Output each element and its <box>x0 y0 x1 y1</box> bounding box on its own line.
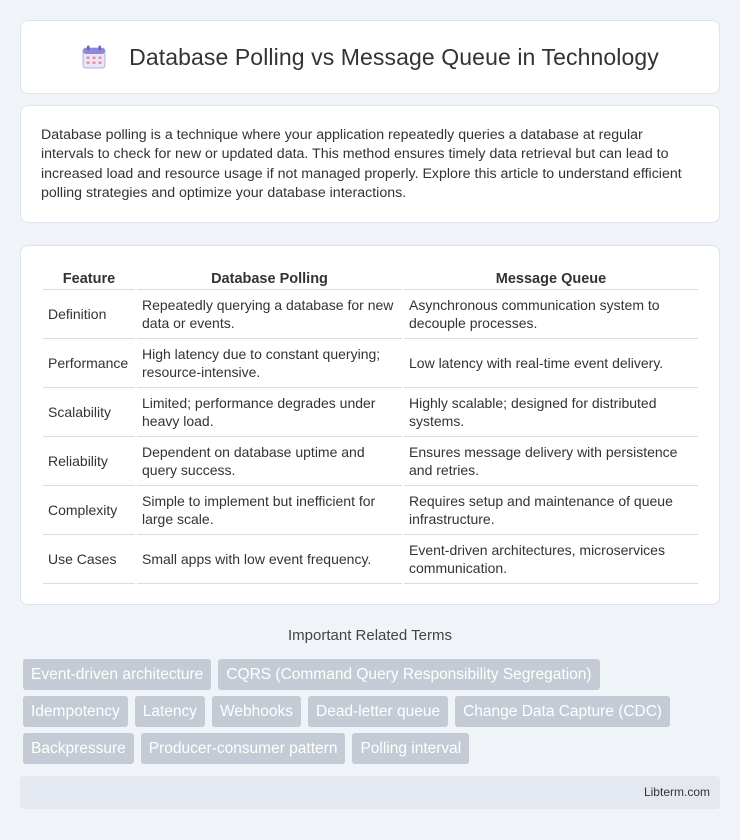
row-feature: Performance <box>43 339 135 388</box>
footer-site-link[interactable]: Libterm.com <box>643 785 710 799</box>
tag-event-driven-architecture[interactable]: Event-driven architecture <box>23 659 211 690</box>
row-database-polling: High latency due to constant querying; resource-intensive. <box>137 339 402 388</box>
tag-latency[interactable]: Latency <box>135 696 205 727</box>
header-feature: Feature <box>43 266 135 290</box>
tag-cqrs[interactable]: CQRS (Command Query Responsibility Segregation) <box>218 659 599 690</box>
table-row <box>43 339 698 388</box>
comparison-card <box>20 245 720 605</box>
related-terms-list <box>23 659 723 770</box>
title-card <box>20 20 720 94</box>
related-terms-title: Important Related Terms <box>288 627 452 644</box>
row-feature: Complexity <box>43 486 135 535</box>
table-row <box>43 535 698 584</box>
tag-row <box>23 659 723 690</box>
tag-backpressure[interactable]: Backpressure <box>23 733 134 764</box>
row-database-polling: Simple to implement but inefficient for large scale. <box>137 486 402 535</box>
header-message-queue: Message Queue <box>404 266 698 290</box>
comparison-table <box>41 266 700 584</box>
tag-producer-consumer-pattern[interactable]: Producer-consumer pattern <box>141 733 346 764</box>
calendar-icon <box>81 44 107 70</box>
intro-card <box>20 105 720 223</box>
table-row <box>43 388 698 437</box>
row-message-queue: Asynchronous communication system to decouple processes. <box>404 290 698 339</box>
row-database-polling: Small apps with low event frequency. <box>137 535 402 584</box>
tag-polling-interval[interactable]: Polling interval <box>352 733 469 764</box>
page-title: Database Polling vs Message Queue in Technology <box>129 43 659 70</box>
table-row <box>43 290 698 339</box>
tag-row <box>23 733 723 764</box>
footer <box>20 776 720 809</box>
row-message-queue: Low latency with real-time event delivery. <box>404 339 698 388</box>
row-database-polling: Dependent on database uptime and query success. <box>137 437 402 486</box>
table-header-row <box>43 266 698 290</box>
row-message-queue: Highly scalable; designed for distributed systems. <box>404 388 698 437</box>
table-row <box>43 486 698 535</box>
tag-idempotency[interactable]: Idempotency <box>23 696 128 727</box>
row-feature: Use Cases <box>43 535 135 584</box>
tag-webhooks[interactable]: Webhooks <box>212 696 301 727</box>
header-database-polling: Database Polling <box>137 266 402 290</box>
tag-dead-letter-queue[interactable]: Dead-letter queue <box>308 696 448 727</box>
row-feature: Scalability <box>43 388 135 437</box>
row-message-queue: Requires setup and maintenance of queue infrastructure. <box>404 486 698 535</box>
tag-row <box>23 696 723 727</box>
row-database-polling: Limited; performance degrades under heavy load. <box>137 388 402 437</box>
row-feature: Reliability <box>43 437 135 486</box>
row-database-polling: Repeatedly querying a database for new data or events. <box>137 290 402 339</box>
row-message-queue: Event-driven architectures, microservices communication. <box>404 535 698 584</box>
tag-change-data-capture[interactable]: Change Data Capture (CDC) <box>455 696 670 727</box>
table-row <box>43 437 698 486</box>
intro-text: Database polling is a technique where your application repeatedly queries a database at regular intervals to check for new or updated data. This method ensures timely data retrieval but can lead to increased load and resource usage if not managed properly. Explore this article to understand efficient polling strategies and optimize your database interactions. <box>41 127 682 201</box>
row-message-queue: Ensures message delivery with persistence and retries. <box>404 437 698 486</box>
row-feature: Definition <box>43 290 135 339</box>
